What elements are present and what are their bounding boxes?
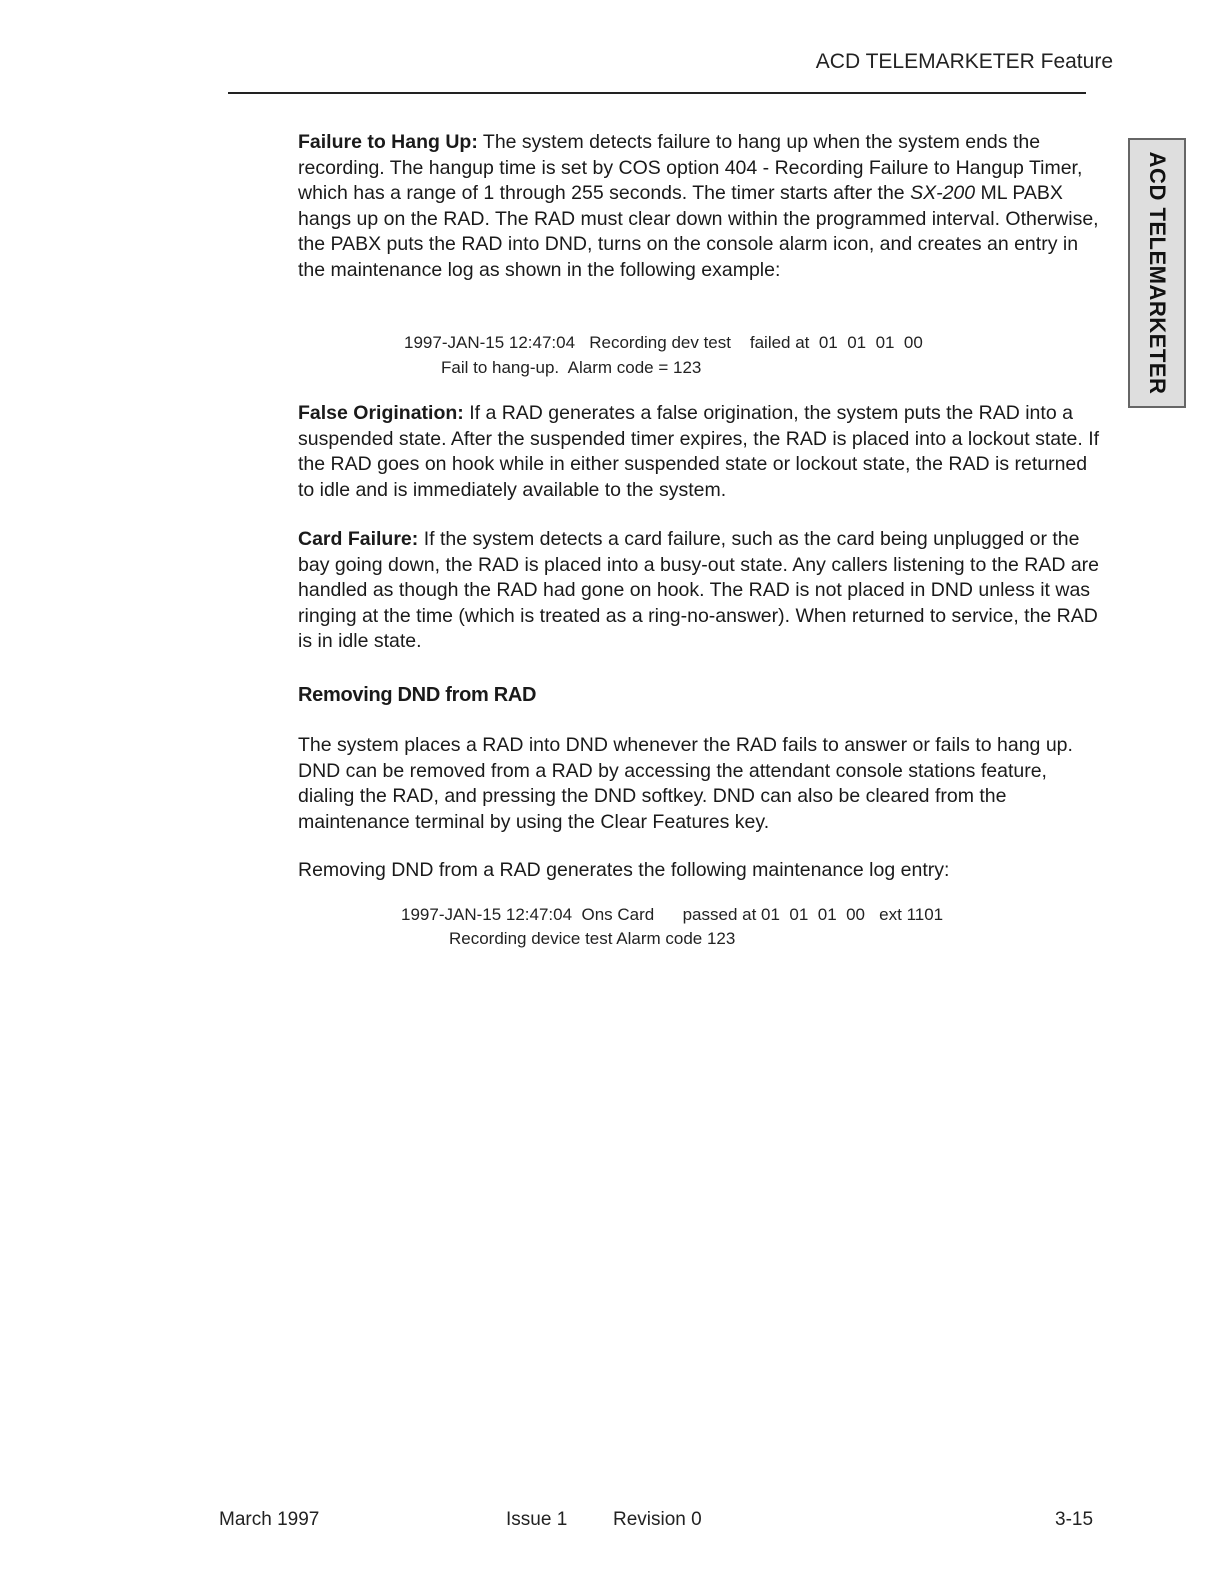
removing-dnd-paragraph: The system places a RAD into DND whenever the RAD fails to answer or fails to hang up. DND can be removed from a RAD by accessing the attendant console stations feature, dialing the RAD, and pressing the DND softkey. DND can also be cleared from the maintenance terminal by using the Clear Features key. (298, 734, 1073, 833)
log-entry-2-line-1: 1997-JAN-15 12:47:04 Ons Card passed at 01 01 01 00 ext 1101 (401, 905, 944, 924)
log-entry-2-line-2: Recording device test Alarm code 123 (449, 929, 736, 948)
failure-to-hang-up-text-2: ML PABX hangs up on the RAD. The RAD must clear down within the programmed interval. Otherwise, the PABX puts the RAD into DND, turns on the console alarm icon, and creates an entry in the maintenance log as shown in the following example: (298, 182, 1099, 281)
removing-dnd-log-intro: Removing DND from a RAD generates the following maintenance log entry: (298, 859, 950, 881)
log-entry-1-line-1: 1997-JAN-15 12:47:04 Recording dev test failed at 01 01 01 00 (404, 333, 923, 352)
false-origination-text: If a RAD generates a false origination, the system puts the RAD into a suspended state. After the suspended timer expires, the RAD is placed into a lockout state. If the RAD goes on hook while in either suspended state or lockout state, the RAD is returned to idle and is immediately available to the system. (298, 402, 1100, 501)
false-origination-lead: False Origination: (298, 402, 464, 424)
section-thumb-tab-label: ACD TELEMARKETER (1145, 151, 1170, 395)
card-failure-text: If the system detects a card failure, such as the card being unplugged or the bay going down, the RAD is placed into a busy-out state. Any callers listening to the RAD are handled as though the RAD had gone on hook. The RAD is not placed in DND unless it was ringing at the time (which is treated as a ring-no-answer). When returned to service, the RAD is in idle state. (298, 528, 1100, 653)
failure-to-hang-up-lead: Failure to Hang Up: (298, 131, 478, 153)
card-failure-paragraph (298, 527, 1108, 655)
failure-to-hang-up-text-1: The system detects failure to hang up when the system ends the recording. The hangup time is set by COS option 404 - Recording Failure to Hangup Timer, which has a range of 1 through 255 seconds. The timer starts after the (298, 131, 1083, 205)
header-divider (228, 92, 1086, 94)
footer-date: March 1997 (219, 1509, 320, 1530)
footer-page-number: 3-15 (1055, 1509, 1094, 1530)
section-thumb-tab (1128, 138, 1186, 408)
product-name: SX-200 (910, 182, 976, 205)
running-header-title: ACD TELEMARKETER Feature (815, 50, 1113, 73)
footer-revision: Revision 0 (613, 1509, 702, 1530)
failure-to-hang-up-paragraph (298, 130, 1108, 284)
card-failure-lead: Card Failure: (298, 528, 419, 550)
section-heading-removing-dnd: Removing DND from RAD (298, 684, 537, 706)
log-entry-1-line-2: Fail to hang-up. Alarm code = 123 (441, 358, 702, 377)
footer-issue: Issue 1 (506, 1509, 568, 1530)
false-origination-paragraph (298, 401, 1108, 503)
